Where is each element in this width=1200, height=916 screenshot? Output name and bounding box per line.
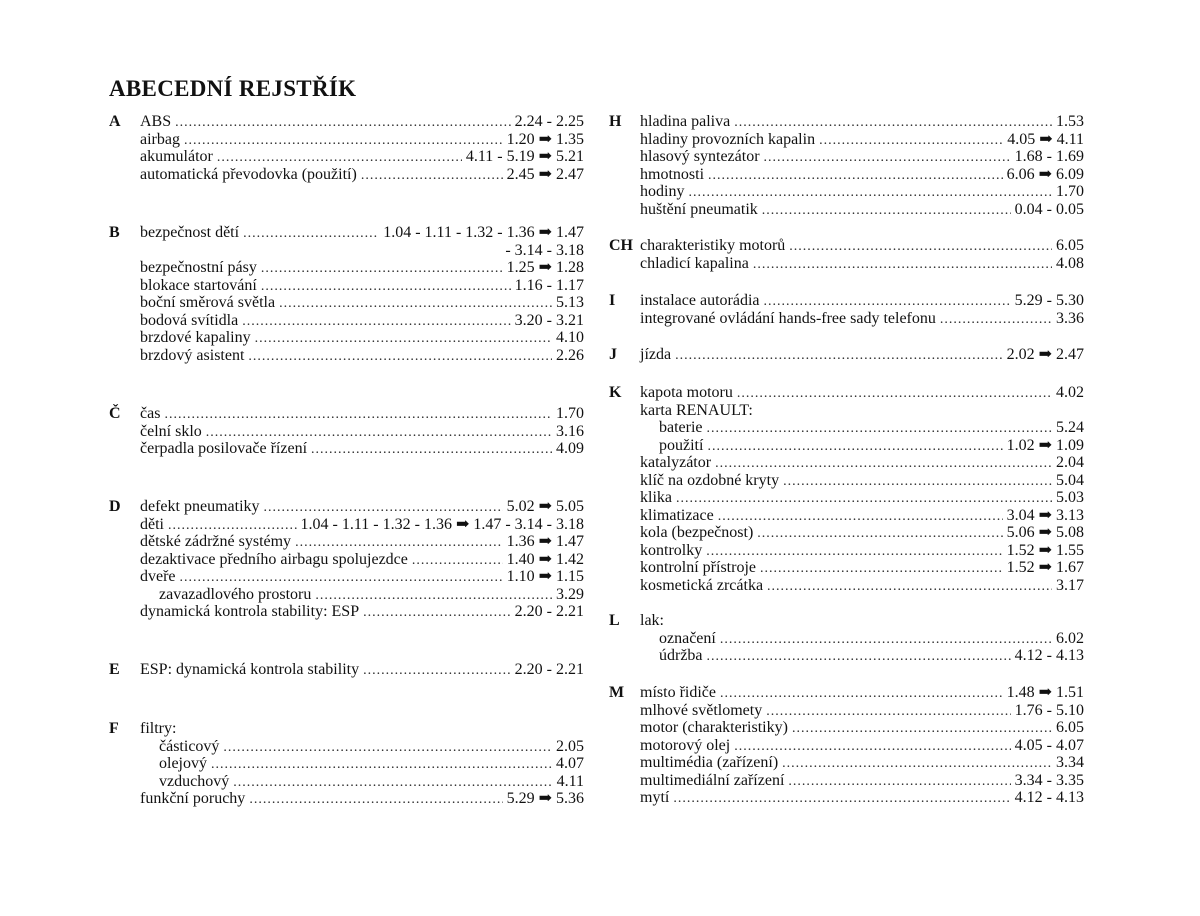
- entry-page: 3.34 - 3.35: [1014, 771, 1084, 789]
- entry-label: kosmetická zrcátka: [640, 576, 764, 594]
- dot-leader: [211, 756, 552, 774]
- entry-label: karta RENAULT:: [640, 401, 753, 419]
- entry-label: ESP: dynamická kontrola stability: [140, 661, 360, 678]
- entry-label: kola (bezpečnost): [640, 524, 754, 541]
- entry-label: defekt pneumatiky: [140, 498, 260, 515]
- entry-page: 1.53: [1056, 113, 1084, 130]
- entry-page: 4.09: [556, 440, 584, 457]
- index-entry: [609, 772, 1084, 790]
- entry-page: 1.40 ➡ 1.42: [506, 550, 584, 568]
- index-group: [109, 498, 584, 621]
- entry-page: 5.13: [556, 294, 584, 311]
- dot-leader: [206, 424, 552, 442]
- dot-leader: [363, 662, 511, 680]
- dot-leader: [762, 202, 1011, 220]
- entry-label: kontrolky: [640, 541, 703, 559]
- index-letter: E: [109, 661, 120, 678]
- entry-page: 2.45 ➡ 2.47: [506, 165, 584, 183]
- entry-page: 3.34: [1056, 754, 1084, 771]
- entry-label: čas: [140, 405, 161, 422]
- index-entry: [109, 773, 584, 791]
- entry-page: 1.70: [556, 405, 584, 422]
- index-entry: [109, 755, 584, 773]
- dot-leader: [361, 167, 503, 185]
- entry-page: 2.04: [1056, 454, 1084, 471]
- entry-page: 4.07: [556, 755, 584, 772]
- index-entry: [609, 542, 1084, 560]
- entry-label: airbag: [140, 130, 180, 148]
- entry-label: dynamická kontrola stability: ESP: [140, 603, 360, 620]
- entry-page: 0.04 - 0.05: [1014, 200, 1084, 218]
- dot-leader: [249, 791, 502, 809]
- entry-page: 4.02: [1056, 384, 1084, 401]
- entry-label: hodiny: [640, 183, 685, 200]
- dot-leader: [243, 225, 379, 243]
- entry-page: 6.05: [1056, 719, 1084, 736]
- index-letter: L: [609, 612, 620, 629]
- entry-label: hladiny provozních kapalin: [640, 130, 816, 148]
- index-entry: [109, 661, 584, 679]
- entry-page: 5.04: [1056, 471, 1084, 489]
- dot-leader: [760, 560, 1003, 578]
- entry-page: 1.52 ➡ 1.67: [1006, 559, 1084, 576]
- entry-label: instalace autorádia: [640, 292, 760, 309]
- entry-page: 3.17: [1056, 576, 1084, 594]
- entry-page: 4.10: [556, 329, 584, 346]
- index-entry: [609, 630, 1084, 648]
- index-entry: [109, 148, 584, 166]
- dot-leader: [248, 348, 552, 366]
- entry-page: 4.12 - 4.13: [1014, 647, 1084, 664]
- index-entry: [109, 586, 584, 604]
- entry-page: 6.05: [1056, 237, 1084, 254]
- index-entry: [109, 259, 584, 277]
- index-letter: Č: [109, 405, 121, 422]
- entry-label: částicový: [159, 737, 220, 755]
- index-letter: I: [609, 292, 616, 309]
- index-group: [109, 405, 584, 458]
- entry-page: 4.11 - 5.19 ➡ 5.21: [465, 148, 584, 165]
- entry-label: mytí: [640, 789, 670, 806]
- entry-label: místo řidiče: [640, 684, 716, 701]
- index-group: [109, 661, 584, 679]
- dot-leader: [363, 604, 511, 622]
- index-entry: [109, 224, 584, 242]
- index-entry: [609, 148, 1084, 166]
- index-group: [109, 720, 584, 808]
- entry-label: ABS: [140, 113, 172, 130]
- entry-page: 2.26: [556, 346, 584, 364]
- dot-leader: [720, 685, 1003, 703]
- index-group: [609, 237, 1084, 272]
- dot-leader: [175, 114, 511, 132]
- dot-leader: [720, 631, 1052, 649]
- index-letter: J: [609, 346, 617, 363]
- entry-label: multimediální zařízení: [640, 771, 785, 789]
- index-entry: [109, 440, 584, 458]
- entry-page: 1.68 - 1.69: [1014, 148, 1084, 165]
- entry-page: 4.12 - 4.13: [1014, 789, 1084, 806]
- dot-leader: [311, 441, 552, 459]
- index-entry: [109, 312, 584, 330]
- index-group: [609, 113, 1084, 218]
- index-entry: [109, 405, 584, 423]
- index-entry: [609, 524, 1084, 542]
- dot-leader: [675, 347, 1003, 365]
- entry-page: 3.29: [556, 585, 584, 603]
- index-group: [609, 612, 1084, 665]
- entry-label: klimatizace: [640, 506, 714, 524]
- index-entry: [609, 113, 1084, 131]
- index-entry: [609, 255, 1084, 273]
- entry-page: 6.02: [1056, 629, 1084, 647]
- entry-label: čerpadla posilovače řízení: [140, 440, 308, 457]
- index-group: [609, 384, 1084, 594]
- entry-label: bezpečnostní pásy: [140, 259, 257, 276]
- index-entry: [609, 384, 1084, 402]
- dot-leader: [734, 738, 1010, 756]
- dot-leader: [767, 578, 1052, 596]
- dot-leader: [255, 330, 552, 348]
- entry-label: huštění pneumatik: [640, 200, 758, 218]
- index-entry: [609, 719, 1084, 737]
- index-letter: B: [109, 224, 120, 241]
- dot-leader: [412, 552, 503, 570]
- index-letter: CH: [609, 237, 633, 254]
- index-entry: [609, 489, 1084, 507]
- entry-page: 5.24: [1056, 419, 1084, 436]
- dot-leader: [180, 569, 503, 587]
- entry-page: 1.52 ➡ 1.55: [1006, 541, 1084, 559]
- entry-label: funkční poruchy: [140, 790, 246, 807]
- entry-label: bezpečnost dětí: [140, 224, 240, 241]
- entry-label: označení: [659, 629, 716, 647]
- dot-leader: [242, 313, 510, 331]
- dot-leader: [764, 293, 1011, 311]
- dot-leader: [792, 720, 1052, 738]
- entry-label: blokace startování: [140, 276, 257, 294]
- index-entry: [609, 437, 1084, 455]
- dot-leader: [788, 773, 1010, 791]
- entry-page: 1.25 ➡ 1.28: [506, 259, 584, 276]
- dot-leader: [688, 184, 1052, 202]
- entry-label: dveře: [140, 568, 176, 585]
- dot-leader: [782, 755, 1052, 773]
- index-entry: [109, 516, 584, 534]
- entry-label: dětské zádržné systémy: [140, 533, 292, 550]
- dot-leader: [766, 703, 1010, 721]
- entry-label: klika: [640, 489, 672, 506]
- index-group: [609, 684, 1084, 807]
- entry-page: 1.10 ➡ 1.15: [506, 568, 584, 585]
- index-letter: M: [609, 684, 625, 701]
- entry-label: použití: [659, 436, 704, 454]
- index-letter: A: [109, 113, 121, 130]
- index-entry: [609, 559, 1084, 577]
- entry-page: 3.36: [1056, 309, 1084, 327]
- entry-label: filtry:: [140, 720, 177, 737]
- dot-leader: [757, 525, 1002, 543]
- index-entry: [609, 684, 1084, 702]
- entry-page: 2.20 - 2.21: [514, 661, 584, 678]
- entry-label: boční směrová světla: [140, 294, 276, 311]
- index-entry: [109, 423, 584, 441]
- entry-label: charakteristiky motorů: [640, 237, 786, 254]
- entry-label: hmotnosti: [640, 165, 705, 183]
- entry-label: děti: [140, 515, 164, 533]
- dot-leader: [789, 238, 1052, 256]
- index-letter: H: [609, 113, 622, 130]
- entry-label: lak:: [640, 612, 664, 629]
- entry-page: 3.04 ➡ 3.13: [1006, 506, 1084, 524]
- entry-label: zavazadlového prostoru: [159, 585, 312, 603]
- index-entry: [109, 347, 584, 365]
- index-entry: [609, 166, 1084, 184]
- dot-leader: [184, 132, 503, 150]
- index-entry: [109, 242, 584, 260]
- index-entry: [609, 702, 1084, 720]
- entry-page: 1.70: [1056, 183, 1084, 200]
- index-letter: F: [109, 720, 119, 737]
- entry-page: 5.03: [1056, 489, 1084, 506]
- index-group: [609, 346, 1084, 364]
- index-entry: [109, 533, 584, 551]
- entry-page: 2.20 - 2.21: [514, 603, 584, 620]
- entry-page: 5.02 ➡ 5.05: [506, 498, 584, 515]
- entry-label: mlhové světlomety: [640, 701, 763, 719]
- index-entry: [109, 738, 584, 756]
- entry-page: 1.02 ➡ 1.09: [1006, 436, 1084, 454]
- index-entry: [109, 551, 584, 569]
- entry-label: olejový: [159, 755, 207, 772]
- dot-leader: [164, 406, 552, 424]
- entry-page: 4.08: [1056, 254, 1084, 272]
- entry-label: automatická převodovka (použití): [140, 165, 357, 183]
- entry-label: bodová svítidla: [140, 311, 239, 329]
- index-entry: [109, 790, 584, 808]
- entry-label: brzdové kapaliny: [140, 329, 251, 346]
- entry-label: hlasový syntezátor: [640, 148, 760, 165]
- dot-leader: [261, 260, 503, 278]
- entry-page: 4.05 ➡ 4.11: [1007, 130, 1084, 148]
- entry-label: kapota motoru: [640, 384, 733, 401]
- entry-label: klíč na ozdobné kryty: [640, 471, 780, 489]
- entry-page: 1.48 ➡ 1.51: [1006, 684, 1084, 701]
- dot-leader: [264, 499, 503, 517]
- dot-leader: [707, 648, 1011, 666]
- entry-label: motor (charakteristiky): [640, 719, 788, 736]
- index-entry: [109, 498, 584, 516]
- index-entry: [609, 472, 1084, 490]
- entry-page: 4.05 - 4.07: [1014, 736, 1084, 754]
- entry-label: čelní sklo: [140, 422, 202, 440]
- index-entry: [609, 419, 1084, 437]
- index-group: [109, 224, 584, 364]
- dot-leader: [233, 774, 552, 792]
- index-entry: [609, 201, 1084, 219]
- entry-label: katalyzátor: [640, 454, 712, 471]
- index-group: [109, 113, 584, 183]
- entry-page: 1.04 - 1.11 - 1.32 - 1.36 ➡ 1.47: [383, 224, 584, 241]
- page-title: ABECEDNÍ REJSTŘÍK: [109, 76, 357, 101]
- index-entry: [609, 131, 1084, 149]
- index-entry: [609, 292, 1084, 310]
- entry-page: 2.05: [556, 737, 584, 755]
- index-entry: [609, 454, 1084, 472]
- entry-page: 1.20 ➡ 1.35: [506, 130, 584, 148]
- index-letter: D: [109, 498, 121, 515]
- index-entry: [609, 507, 1084, 525]
- dot-leader: [737, 385, 1052, 403]
- dot-leader: [715, 455, 1052, 473]
- entry-page: 5.06 ➡ 5.08: [1006, 524, 1084, 541]
- dot-leader: [295, 534, 503, 552]
- entry-page: 2.02 ➡ 2.47: [1006, 346, 1084, 363]
- entry-page: 1.36 ➡ 1.47: [506, 533, 584, 550]
- entry-label: brzdový asistent: [140, 346, 245, 364]
- index-entry: [609, 310, 1084, 328]
- entry-label: jízda: [640, 346, 672, 363]
- index-entry: [609, 346, 1084, 364]
- entry-label: dezaktivace předního airbagu spolujezdce: [140, 550, 408, 568]
- dot-leader: [718, 508, 1003, 526]
- dot-leader: [707, 420, 1052, 438]
- index-entry: [109, 131, 584, 149]
- dot-leader: [676, 490, 1052, 508]
- entry-label: kontrolní přístroje: [640, 559, 756, 576]
- index-letter: K: [609, 384, 622, 401]
- entry-page: 5.29 - 5.30: [1014, 292, 1084, 309]
- dot-leader: [708, 167, 1003, 185]
- entry-page: - 3.14 - 3.18: [505, 241, 584, 259]
- entry-label: motorový olej: [640, 736, 731, 754]
- entry-label: multimédia (zařízení): [640, 754, 779, 771]
- entry-label: integrované ovládání hands-free sady telefonu: [640, 309, 936, 327]
- dot-leader: [753, 256, 1052, 274]
- index-entry: [609, 183, 1084, 201]
- index-entry: [609, 237, 1084, 255]
- index-entry: [609, 577, 1084, 595]
- index-entry: [609, 612, 1084, 630]
- dot-leader: [315, 587, 552, 605]
- index-entry: [109, 720, 584, 738]
- dot-leader: [940, 311, 1052, 329]
- entry-label: chladicí kapalina: [640, 254, 749, 272]
- entry-label: vzduchový: [159, 772, 230, 790]
- entry-page: 1.76 - 5.10: [1014, 701, 1084, 719]
- entry-label: baterie: [659, 419, 703, 436]
- dot-leader: [279, 295, 552, 313]
- dot-leader: [764, 149, 1011, 167]
- entry-label: údržba: [659, 647, 703, 664]
- index-entry: [109, 166, 584, 184]
- entry-page: 1.04 - 1.11 - 1.32 - 1.36 ➡ 1.47 - 3.14 - 3.18: [300, 515, 584, 533]
- entry-label: hladina paliva: [640, 113, 731, 130]
- index-entry: [609, 737, 1084, 755]
- entry-page: 6.06 ➡ 6.09: [1006, 165, 1084, 183]
- index-entry: [609, 789, 1084, 807]
- dot-leader: [706, 543, 1002, 561]
- index-entry: [109, 329, 584, 347]
- entry-page: 3.16: [556, 422, 584, 440]
- entry-page: 5.29 ➡ 5.36: [506, 790, 584, 807]
- dot-leader: [261, 278, 511, 296]
- index-entry: [609, 402, 1084, 420]
- dot-leader: [707, 438, 1002, 456]
- index-entry: [109, 294, 584, 312]
- index-entry: [109, 113, 584, 131]
- dot-leader: [819, 132, 1003, 150]
- index-group: [609, 292, 1084, 327]
- entry-label: akumulátor: [140, 148, 213, 165]
- dot-leader: [734, 114, 1052, 132]
- entry-page: 3.20 - 3.21: [514, 311, 584, 329]
- index-entry: [109, 277, 584, 295]
- dot-leader: [168, 517, 297, 535]
- entry-page: 2.24 - 2.25: [514, 113, 584, 130]
- index-entry: [109, 603, 584, 621]
- dot-leader: [217, 149, 462, 167]
- index-entry: [609, 647, 1084, 665]
- index-entry: [109, 568, 584, 586]
- dot-leader: [673, 790, 1010, 808]
- entry-page: 1.16 - 1.17: [514, 276, 584, 294]
- dot-leader: [223, 739, 552, 757]
- dot-leader: [783, 473, 1052, 491]
- index-entry: [609, 754, 1084, 772]
- entry-page: 4.11: [556, 772, 584, 790]
